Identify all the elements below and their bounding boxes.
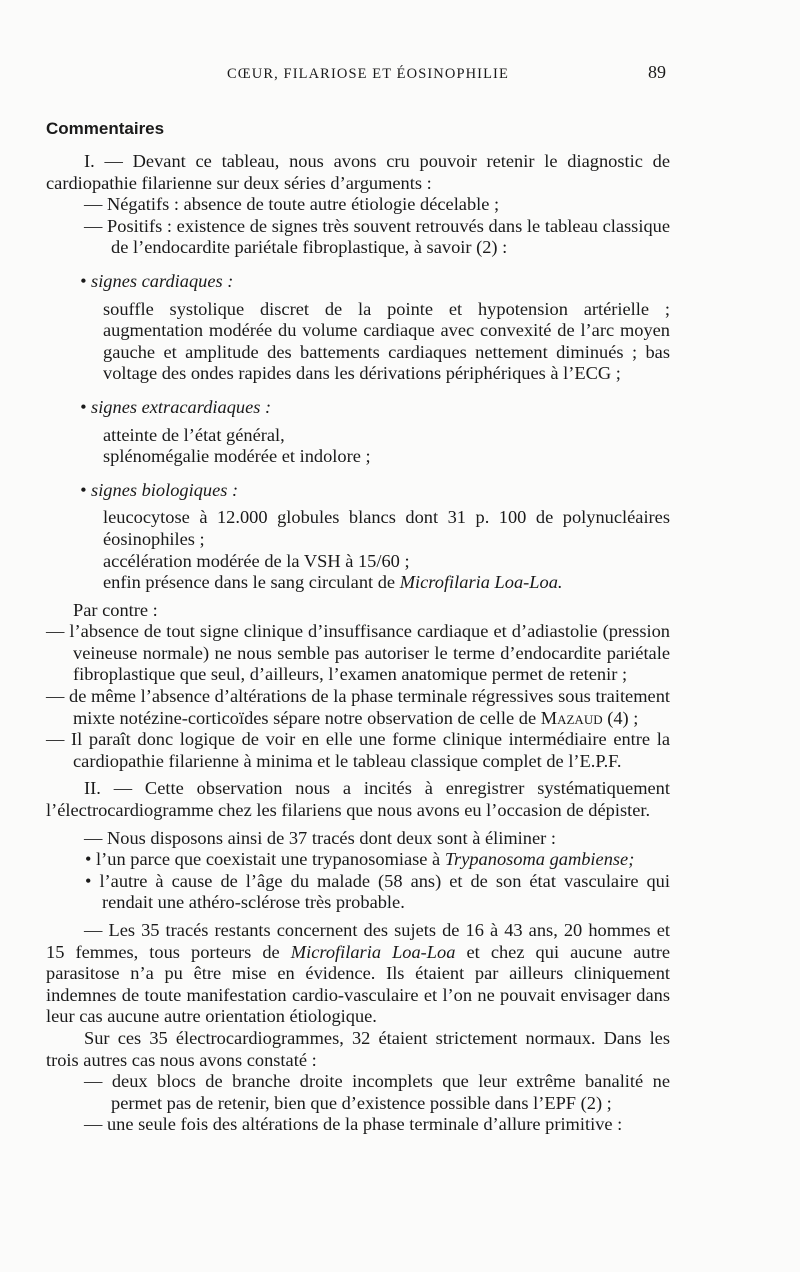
- biological-signs-label: • signes biologiques :: [80, 479, 239, 500]
- extracardiac-signs-label: • signes extracardiaques :: [80, 396, 272, 417]
- cardiac-signs-label: • signes cardiaques :: [80, 270, 234, 291]
- par-contre: Par contre :: [73, 599, 158, 620]
- counter-argument: — de même l’absence d’altérations de la phase terminale régressives sous traitement mixte notézine-corticoïdes sépare notre observation de celle de Mazaud (4) ;: [46, 686, 670, 728]
- finding-item: — deux blocs de branche droite incomplets que leur extrême banalité ne permet pas de retenir, bien que d’existence possible dans l’EPF (2) ;: [84, 1071, 670, 1113]
- finding-item: — une seule fois des altérations de la phase terminale d’allure primitive :: [84, 1114, 623, 1135]
- paragraph-intro: I. — Devant ce tableau, nous avons cru pouvoir retenir le diagnostic de cardiopathie filarienne sur deux séries d’arguments :: [46, 151, 670, 193]
- paragraph-section-ii: II. — Cette observation nous a incités à enregistrer systématiquement l’électrocardiogramme chez les filariens que nous avons eu l’occasion de dépister.: [46, 778, 670, 821]
- extracardiac-line: atteinte de l’état général,: [103, 424, 285, 445]
- page-header: [0, 62, 800, 86]
- paragraph-tracings: — Nous disposons ainsi de 37 tracés dont deux sont à éliminer :: [84, 827, 556, 848]
- paragraph-subjects: — Les 35 tracés restants concernent des sujets de 16 à 43 ans, 20 hommes et 15 femmes, tous porteurs de Microfilaria Loa-Loa et chez qui aucune autre parasitose n’a pu être mise en évidence. Ils étaient par ailleurs cliniquement indemnes de toute manifestation cardio-vasculaire et l’on ne pouvait envisager dans leur cas aucune autre orientation étiologique.: [46, 920, 670, 1027]
- body-text: [46, 151, 670, 1136]
- biological-line: leucocytose à 12.000 globules blancs dont 31 p. 100 de polynucléaires éosinophiles ;: [103, 507, 670, 549]
- extracardiac-line: splénomégalie modérée et indolore ;: [103, 446, 371, 467]
- argument-negative: — Négatifs : absence de toute autre étiologie décelable ;: [84, 194, 500, 215]
- exclusion-item: • l’autre à cause de l’âge du malade (58 ans) et de son état vasculaire qui rendait une athéro-sclérose très probable.: [85, 870, 670, 913]
- biological-line: enfin présence dans le sang circulant de Microfilaria Loa-Loa.: [103, 572, 563, 593]
- exclusion-item: • l’un parce que coexistait une trypanosomiase à Trypanosoma gambiense;: [85, 849, 635, 870]
- biological-line: accélération modérée de la VSH à 15/60 ;: [103, 550, 410, 571]
- page-number: 89: [648, 62, 666, 82]
- counter-argument: — l’absence de tout signe clinique d’insuffisance cardiaque et d’adiastolie (pression veineuse normale) ne nous semble pas autoriser le terme d’endocardite pariétale fibroplastique que seul, d’ailleurs, l’examen anatomique permet de retenir ;: [46, 621, 670, 685]
- running-title: CŒUR, FILARIOSE ET ÉOSINOPHILIE: [227, 66, 509, 82]
- counter-argument: — Il paraît donc logique de voir en elle une forme clinique intermédiaire entre la cardiopathie filarienne à minima et le tableau classique complet de l’E.P.F.: [46, 729, 670, 771]
- section-heading: Commentaires: [46, 119, 165, 138]
- cardiac-signs-text: souffle systolique discret de la pointe et hypotension artérielle ; augmentation modérée du volume cardiaque avec convexité de l’arc moyen gauche et amplitude des battements cardiaques nettement diminués ; bas voltage des ondes rapides dans les dérivations périphériques à l’ECG ;: [103, 298, 670, 384]
- argument-positive: — Positifs : existence de signes très souvent retrouvés dans le tableau classique de l’endocardite pariétale fibroplastique, à savoir (2) :: [84, 215, 670, 258]
- paragraph-results: Sur ces 35 électrocardiogrammes, 32 étaient strictement normaux. Dans les trois autres cas nous avons constaté :: [46, 1027, 670, 1070]
